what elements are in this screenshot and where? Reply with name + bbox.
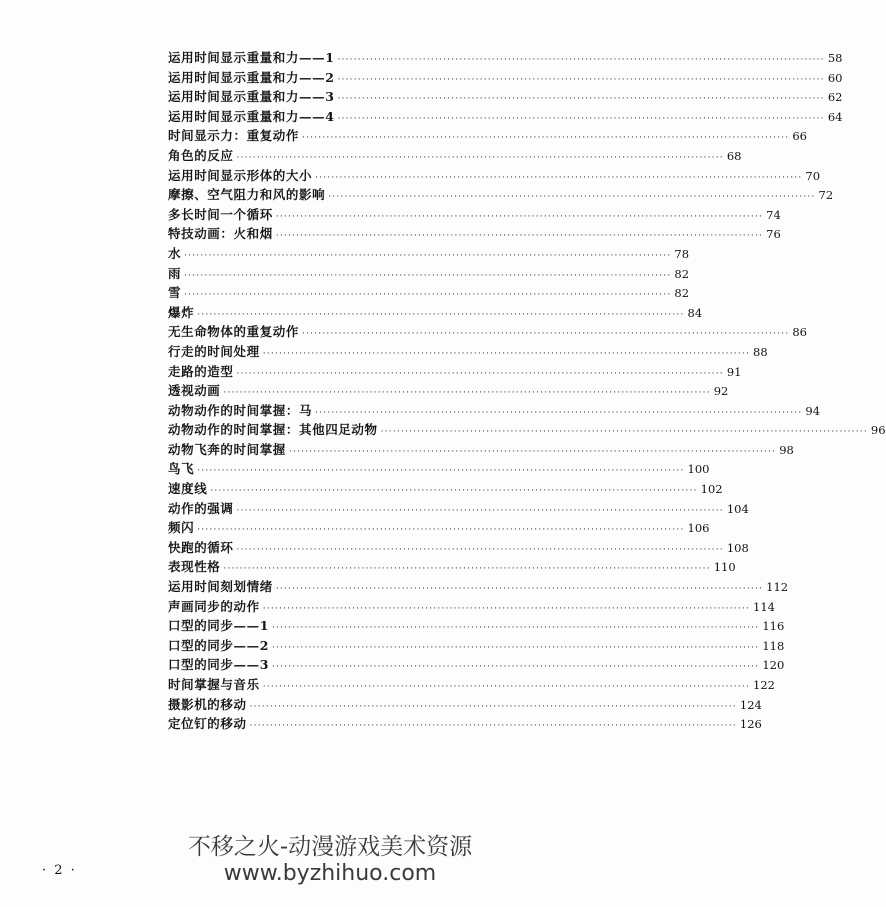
toc-entry	[168, 381, 729, 401]
toc-entry	[168, 557, 736, 577]
toc-leader-dots: ························································································································	[262, 603, 751, 614]
toc-leader-dots: ························································································································	[236, 152, 724, 163]
toc-entry-page: 91	[726, 364, 742, 379]
toc-entry	[168, 244, 690, 264]
toc-entry	[168, 616, 785, 636]
toc-entry-title: 运用时间显示重量和力——2	[168, 69, 335, 85]
toc-entry-title: 动物动作的时间掌握：马	[168, 402, 313, 418]
toc-entry-title: 声画同步的动作	[168, 598, 260, 614]
toc-leader-dots: ························································································································	[223, 564, 711, 575]
toc-leader-dots: ························································································································	[272, 662, 760, 673]
toc-entry-title: 爆炸	[168, 304, 195, 320]
toc-leader-dots: ························································································································	[210, 486, 698, 497]
toc-entry-page: 86	[792, 325, 807, 340]
toc-entry	[168, 224, 781, 244]
toc-leader-dots: ························································································································	[315, 407, 803, 418]
toc-entry-title: 水	[168, 245, 182, 261]
toc-leader-dots: ························································································································	[288, 446, 777, 457]
toc-leader-dots: ························································································································	[236, 544, 724, 555]
toc-entry-title: 频闪	[168, 520, 195, 536]
toc-entry	[168, 714, 762, 734]
toc-leader-dots: ························································································································	[328, 192, 816, 203]
toc-leader-dots: ························································································································	[197, 466, 685, 477]
toc-entry-page: 120	[762, 658, 785, 673]
toc-leader-dots: ························································································································	[184, 290, 672, 301]
toc-entry-title: 时间显示力：重复动作	[168, 128, 300, 144]
toc-entry	[168, 322, 807, 342]
toc-entry-title: 角色的反应	[168, 147, 234, 163]
toc-leader-dots: ························································································································	[236, 368, 724, 379]
toc-entry-page: 92	[713, 384, 729, 399]
toc-entry-page: 68	[726, 148, 742, 163]
toc-entry	[168, 205, 781, 225]
toc-entry	[168, 401, 821, 421]
toc-entry-page: 106	[687, 521, 710, 536]
toc-entry-title: 速度线	[168, 481, 208, 497]
toc-leader-dots: ························································································································	[302, 133, 790, 144]
toc-entry	[168, 440, 794, 460]
toc-entry-page: 108	[726, 540, 749, 555]
toc-entry-page: 116	[762, 619, 785, 634]
toc-entry-title: 快跑的循环	[168, 539, 234, 555]
toc-entry-page: 74	[766, 207, 781, 222]
toc-entry-title: 摄影机的移动	[168, 696, 247, 712]
toc-entry-title: 雪	[168, 285, 182, 301]
toc-entry-title: 运用时间显示重量和力——4	[168, 108, 335, 124]
toc-entry-title: 无生命物体的重复动作	[168, 324, 300, 340]
toc-leader-dots: ························································································································	[275, 231, 764, 242]
toc-entry-title: 行走的时间处理	[168, 343, 260, 359]
toc-entry	[168, 459, 710, 479]
toc-entry-page: 78	[674, 246, 690, 261]
toc-entry	[168, 107, 843, 127]
toc-entry-title: 运用时间显示重量和力——1	[168, 50, 335, 65]
toc-entry	[168, 655, 785, 675]
toc-entry-page: 60	[827, 70, 843, 85]
toc-leader-dots: ························································································································	[302, 329, 790, 340]
toc-entry-title: 定位钉的移动	[168, 716, 247, 732]
toc-entry-title: 运用时间显示形体的大小	[168, 167, 313, 183]
toc-leader-dots: ························································································································	[236, 505, 724, 516]
toc-entry-title: 动作的强调	[168, 500, 234, 516]
toc-entry-page: 84	[687, 305, 703, 320]
toc-entry-title: 特技动画：火和烟	[168, 226, 273, 242]
toc-entry-title: 时间掌握与音乐	[168, 677, 260, 692]
toc-leader-dots: ························································································································	[223, 388, 711, 399]
toc-entry-title: 雨	[168, 265, 182, 281]
toc-entry-page: 72	[818, 188, 834, 203]
toc-entry-title: 鸟飞	[168, 461, 195, 477]
toc-entry	[168, 577, 789, 597]
toc-entry-page: 100	[687, 462, 710, 477]
toc-entry	[168, 68, 843, 88]
toc-entry	[168, 636, 785, 656]
toc-leader-dots: ························································································································	[337, 94, 825, 105]
toc-leader-dots: ························································································································	[315, 172, 803, 183]
toc-entry-page: 126	[739, 717, 762, 732]
toc-entry	[168, 597, 775, 617]
toc-entry-page: 82	[674, 266, 690, 281]
toc-entry-page: 76	[766, 227, 781, 242]
toc-entry-page: 114	[753, 599, 775, 614]
toc-entry-page: 70	[805, 168, 821, 183]
toc-leader-dots: ························································································································	[184, 250, 672, 261]
toc-leader-dots: ························································································································	[275, 211, 764, 222]
toc-entry	[168, 479, 723, 499]
toc-leader-dots: ························································································································	[380, 427, 868, 438]
toc-entry-page: 62	[827, 90, 843, 105]
toc-leader-dots: ························································································································	[197, 525, 685, 536]
toc-leader-dots: ························································································································	[272, 623, 760, 634]
toc-entry	[168, 283, 690, 303]
toc-entry-page: 64	[827, 109, 843, 124]
toc-leader-dots: ························································································································	[249, 721, 737, 732]
toc-entry-title: 表现性格	[168, 559, 221, 575]
toc-entry	[168, 87, 843, 107]
toc-entry-page: 96	[870, 423, 886, 438]
toc-entry-page: 98	[779, 442, 794, 457]
toc-entry-page: 58	[827, 51, 843, 65]
watermark-title: 不移之火-动漫游戏美术资源	[187, 834, 473, 860]
toc-entry	[168, 342, 768, 362]
toc-entry-page: 102	[700, 482, 723, 497]
toc-entry-title: 走路的造型	[168, 363, 234, 379]
toc-entry-page: 112	[766, 580, 789, 595]
toc-leader-dots: ························································································································	[337, 74, 825, 85]
toc-entry-page: 110	[713, 560, 736, 575]
watermark-url: www.byzhihuo.com	[223, 861, 437, 886]
toc-entry-page: 124	[739, 697, 762, 712]
toc-entry-title: 摩擦、空气阻力和风的影响	[168, 187, 326, 203]
toc-leader-dots: ························································································································	[272, 642, 760, 653]
page-number: · 2 ·	[42, 863, 77, 878]
toc-leader-dots: ························································································································	[249, 701, 737, 712]
toc-entry	[168, 538, 749, 558]
toc-entry-page: 88	[753, 344, 768, 359]
toc-entry	[168, 695, 762, 715]
toc-entry-page: 104	[726, 501, 749, 516]
toc-leader-dots: ························································································································	[197, 309, 685, 320]
toc-entry-title: 多长时间一个循环	[168, 206, 273, 222]
toc-entry-title: 动物动作的时间掌握：其他四足动物	[168, 422, 378, 438]
toc-entry-title: 透视动画	[168, 383, 221, 399]
toc-entry	[168, 48, 843, 68]
toc-entry	[168, 146, 742, 166]
toc-entry	[168, 126, 807, 146]
toc-entry-page: 122	[753, 678, 775, 692]
toc-entry	[168, 518, 710, 538]
toc-entry	[168, 362, 742, 382]
toc-entry	[168, 264, 690, 284]
toc-entry-title: 运用时间刻划情绪	[168, 579, 273, 595]
toc-entry-title: 运用时间显示重量和力——3	[168, 89, 335, 105]
toc-leader-dots: ························································································································	[262, 348, 751, 359]
toc-entry-title: 口型的同步——1	[168, 618, 269, 634]
toc-entry	[168, 185, 834, 205]
toc-entry	[168, 420, 886, 440]
toc-entry	[168, 499, 749, 519]
toc-entry	[168, 166, 821, 186]
toc-entry	[168, 303, 703, 323]
toc-entry-title: 动物飞奔的时间掌握	[168, 441, 286, 457]
toc-entry-page: 82	[674, 286, 690, 301]
toc-leader-dots: ························································································································	[262, 682, 751, 692]
table-of-contents	[168, 48, 886, 734]
toc-entry-title: 口型的同步——2	[168, 637, 269, 653]
toc-entry-page: 66	[792, 129, 807, 144]
toc-entry-title: 口型的同步——3	[168, 657, 269, 673]
toc-entry-page: 118	[762, 638, 785, 653]
toc-leader-dots: ························································································································	[337, 113, 825, 124]
toc-leader-dots: ························································································································	[275, 584, 764, 595]
toc-leader-dots: ························································································································	[337, 55, 825, 65]
toc-entry-page: 94	[805, 403, 821, 418]
toc-leader-dots: ························································································································	[184, 270, 672, 281]
toc-entry	[168, 675, 775, 695]
